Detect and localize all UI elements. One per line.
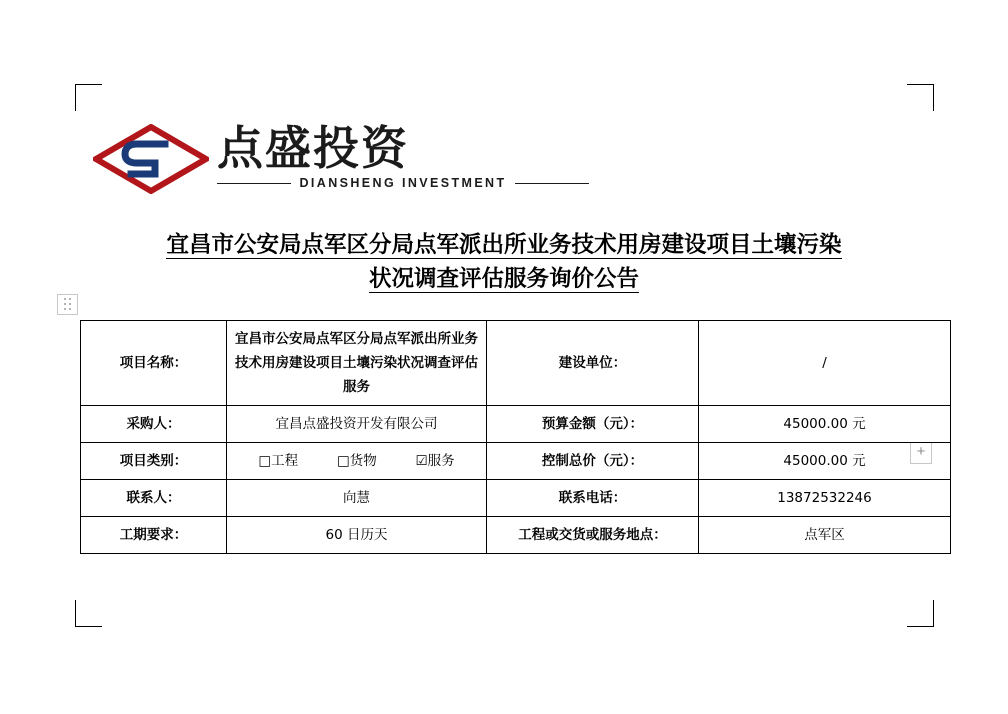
- logo-rule-left: [217, 183, 291, 184]
- row-label-contact-phone: 联系电话：: [487, 480, 699, 517]
- row-value-control-price: 45000.00 元: [699, 443, 951, 480]
- page-title: [80, 228, 928, 296]
- category-option-goods[interactable]: □货物: [336, 453, 377, 469]
- row-value-budget-amount: 45000.00 元: [699, 406, 951, 443]
- table-move-handle[interactable]: [57, 294, 78, 315]
- table-row: [81, 480, 951, 517]
- page-title-line-1: 宜昌市公安局点军区分局点军派出所业务技术用房建设项目土壤污染: [166, 232, 842, 258]
- category-option-service[interactable]: ☑服务: [415, 453, 455, 469]
- crop-mark-bottom-left: [75, 600, 102, 627]
- add-row-button[interactable]: +: [910, 442, 932, 464]
- crop-mark-top-left: [75, 84, 102, 111]
- row-label-construction-unit: 建设单位：: [487, 321, 699, 406]
- row-label-duration: 工期要求：: [81, 517, 227, 554]
- table-row: [81, 443, 951, 480]
- row-value-purchaser: 宜昌点盛投资开发有限公司: [227, 406, 487, 443]
- row-value-project-name: 宜昌市公安局点军区分局点军派出所业务技术用房建设项目土壤污染状况调查评估服务: [227, 321, 487, 406]
- logo-subtitle: [217, 176, 589, 190]
- row-label-location: 工程或交货或服务地点：: [487, 517, 699, 554]
- row-value-contact-person: 向慧: [227, 480, 487, 517]
- logo-brand-en: DIANSHENG INVESTMENT: [299, 176, 507, 190]
- row-value-location: 点军区: [699, 517, 951, 554]
- row-value-duration: 60 日历天: [227, 517, 487, 554]
- crop-mark-top-right: [907, 84, 934, 111]
- page-title-line-2: 状况调查评估服务询价公告: [368, 266, 639, 292]
- category-option-engineering[interactable]: □工程: [258, 453, 299, 469]
- table-row: [81, 517, 951, 554]
- row-label-project-category: 项目类别：: [81, 443, 227, 480]
- row-value-construction-unit: /: [699, 321, 951, 406]
- logo-rule-right: [515, 183, 589, 184]
- logo-brand-cn: 点盛投资: [217, 121, 409, 175]
- row-label-budget-amount: 预算金额（元）：: [487, 406, 699, 443]
- table-row: [81, 321, 951, 406]
- project-info-table: [80, 320, 951, 554]
- logo-mark-icon: [93, 124, 209, 194]
- row-value-contact-phone: 13872532246: [699, 480, 951, 517]
- row-value-project-category: [227, 443, 487, 480]
- company-logo: [93, 121, 507, 200]
- grip-dots-icon: [64, 298, 72, 311]
- row-label-project-name: 项目名称：: [81, 321, 227, 406]
- row-label-purchaser: 采购人：: [81, 406, 227, 443]
- table-row: [81, 406, 951, 443]
- crop-mark-bottom-right: [907, 600, 934, 627]
- category-options: [233, 449, 480, 473]
- row-label-control-price: 控制总价（元）：: [487, 443, 699, 480]
- row-label-contact-person: 联系人：: [81, 480, 227, 517]
